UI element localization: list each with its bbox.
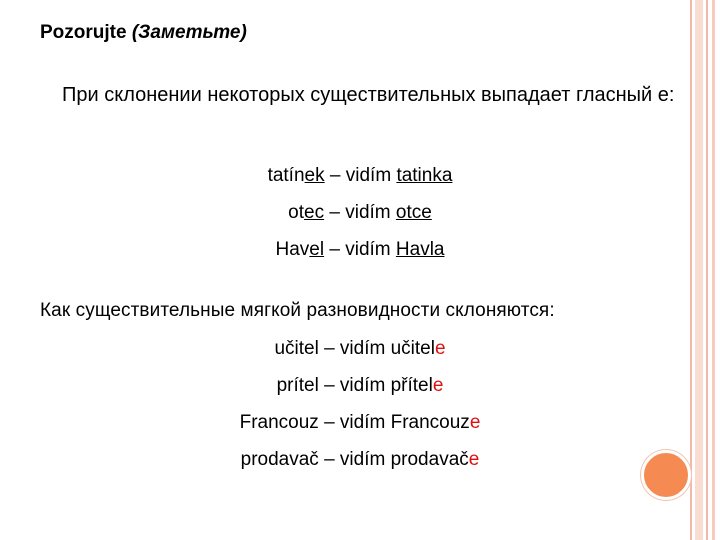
intro-text: При склонении некоторых существительных выпадает гласный е: xyxy=(62,84,675,106)
slide-title xyxy=(40,22,247,44)
dropped-vowel: ec xyxy=(304,202,325,223)
separator: – vidím xyxy=(324,239,396,260)
example-row xyxy=(0,447,720,484)
nominative-stem: tatín xyxy=(267,165,305,186)
example-row xyxy=(0,410,720,447)
separator: – vidím xyxy=(324,165,397,186)
vowel-drop-examples xyxy=(0,163,720,274)
soft-declension-examples xyxy=(0,336,720,484)
separator: – vidím xyxy=(324,202,396,223)
example-text: prodavač – vidím prodavač xyxy=(240,449,469,470)
nominative-stem: ot xyxy=(288,202,305,223)
ending: e xyxy=(469,412,481,433)
soft-declension-heading: Как существительные мягкой разновидности склоняются: xyxy=(40,300,555,321)
accusative-form: tatinka xyxy=(396,165,453,186)
example-text: učitel – vidím učitel xyxy=(274,338,435,359)
accusative-form: otce xyxy=(395,202,432,223)
example-row xyxy=(0,373,720,410)
ending: e xyxy=(468,449,480,470)
example-row xyxy=(0,336,720,373)
accusative-form: Havla xyxy=(395,239,445,260)
example-row xyxy=(0,237,720,274)
example-text: prítel – vidím přítel xyxy=(276,375,433,396)
example-text: Francouz – vidím Francouz xyxy=(239,412,470,433)
title-main: Pozorujte xyxy=(40,22,127,43)
dropped-vowel: el xyxy=(309,239,325,260)
dropped-vowel: ek xyxy=(304,165,325,186)
title-translation: (Заметьте) xyxy=(131,22,247,43)
nominative-stem: Hav xyxy=(275,239,310,260)
ending: e xyxy=(432,375,444,396)
example-row xyxy=(0,163,720,200)
ending: e xyxy=(434,338,446,359)
example-row xyxy=(0,200,720,237)
